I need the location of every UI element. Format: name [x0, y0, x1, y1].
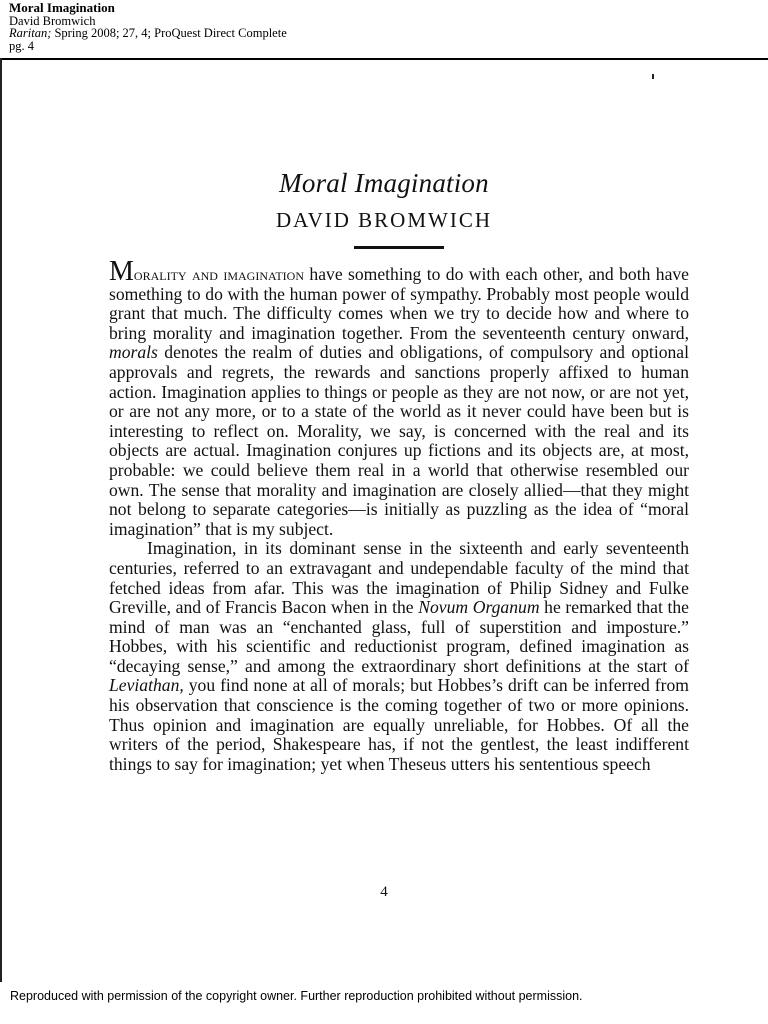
paragraph-1-text-b: denotes the realm of duties and obligations, of compulsory and optional approvals and regrets, the rewards and sanctions properly affixed to human action. Imagination applies to things or people as they are not now, or are not yet, or are not any more, or to a state of the world as it never could have been but is interesting to reflect on. Morality, we say, is concerned with the real and its objects are actual. Imagination conjures up fictions and its objects are, at most, probable: we could believe them real in a world that otherwise resembled our own. The sense that morality and imagination are closely allied—that they might not belong to separate categories—is initially as puzzling as the idea of “moral imagination” that is my subject.	[109, 342, 689, 539]
citation-title: Moral Imagination	[9, 0, 115, 15]
scan-speck	[652, 74, 654, 79]
citation-page: pg. 4	[9, 38, 34, 53]
citation-author: David Bromwich	[9, 13, 96, 28]
page-number: 4	[380, 884, 388, 900]
paragraph-2-text-c: you find none at all of morals; but Hobbes’s drift can be inferred from his observation that conscience is the coming together of two or more opinions. Thus opinion and imagination are equally unreliable, for Hobbes. Of all the writers of the period, Shakespeare has, if not the gentlest, the least indifferent things to say for imagination; yet when Theseus utters his sententious speech	[109, 675, 689, 774]
italic-morals: morals	[109, 342, 158, 363]
citation-journal: Raritan;	[9, 26, 52, 40]
citation-source	[9, 27, 287, 40]
scan-top-border	[0, 58, 768, 60]
citation-details: Spring 2008; 27, 4; ProQuest Direct Complete	[51, 26, 287, 40]
article-body	[109, 256, 689, 774]
permission-notice: Reproduced with permission of the copyright owner. Further reproduction prohibited without permission.	[10, 989, 583, 1003]
italic-novum-organum: Novum Organum	[418, 597, 540, 618]
paragraph-1	[109, 256, 689, 539]
drop-cap: M	[109, 256, 134, 287]
paragraph-2-text-a: Imagination, in its dominant sense in the sixteenth and early seventeenth centuries, referred to an extravagant and undependable faculty of the mind that fetched ideas from afar. This was the imagination of Philip Sidney and Fulke Greville, and of Francis Bacon when in the	[109, 538, 689, 618]
article-author: DAVID BROMWICH	[275, 208, 493, 232]
title-ornament-rule	[354, 246, 444, 249]
citation-header	[9, 2, 287, 52]
opening-small-caps: orality and imagination	[133, 264, 305, 284]
italic-leviathan: Leviathan,	[109, 675, 184, 696]
article-title: Moral Imagination	[279, 168, 489, 198]
paragraph-1-text-a: have something to do with each other, and both have something to do with the human power of sympathy. Probably most people would grant that much. The difficulty comes when we try to decide how and where to bring morality and imagination together. From the seventeenth century onward,	[109, 264, 689, 343]
paragraph-2	[109, 539, 689, 774]
paragraph-2-text-b: he remarked that the mind of man was an “enchanted glass, full of superstition and imposture.” Hobbes, with his scientific and reductionist program, defined imagination as “decaying sense,” and among the extraordinary short definitions at the start of	[109, 597, 689, 676]
